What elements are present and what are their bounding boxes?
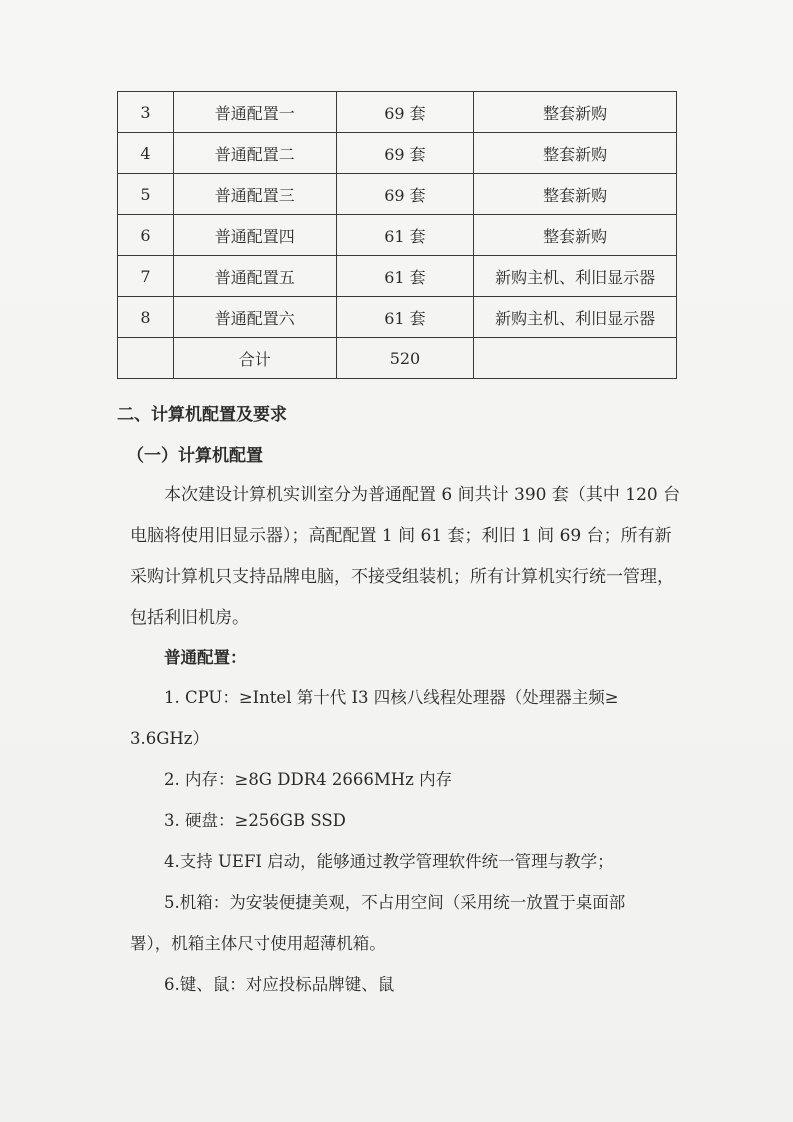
cell-no: 7 bbox=[118, 256, 174, 297]
item-case-line2: 署），机箱主体尺寸使用超薄机箱。 bbox=[130, 934, 386, 953]
cell-note: 新购主机、利旧显示器 bbox=[474, 297, 677, 338]
item-case-line1: 5.机箱：为安装便捷美观，不占用空间（采用统一放置于桌面部 bbox=[164, 893, 626, 912]
cell-no bbox=[118, 338, 174, 379]
subsection-heading: （一）计算机配置 bbox=[127, 446, 263, 466]
intro-paragraph: 本次建设计算机实训室分为普通配置 6 间共计 390 套（其中 120 台电脑将使用旧显示器）；高配配置 1 间 61 套；利旧 1 间 69 台；所有新采购计算机只支持品牌电脑，不接受组装机；所有计算机实行统一管理，包括利旧机房。 bbox=[130, 485, 681, 628]
cell-name: 普通配置二 bbox=[173, 133, 336, 174]
item-cpu-line2: 3.6GHz） bbox=[130, 729, 210, 748]
cell-no: 6 bbox=[118, 215, 174, 256]
table-row bbox=[118, 297, 677, 338]
cell-qty: 520 bbox=[336, 338, 474, 379]
cell-name: 普通配置六 bbox=[173, 297, 336, 338]
cell-qty: 61 套 bbox=[336, 215, 474, 256]
cell-name: 普通配置四 bbox=[173, 215, 336, 256]
item-disk: 3. 硬盘：≥256GB SSD bbox=[164, 811, 346, 830]
section-heading: 二、计算机配置及要求 bbox=[117, 405, 287, 425]
configuration-table bbox=[117, 91, 677, 379]
cell-name: 普通配置三 bbox=[173, 174, 336, 215]
cell-qty: 61 套 bbox=[336, 256, 474, 297]
cell-no: 5 bbox=[118, 174, 174, 215]
cell-note: 新购主机、利旧显示器 bbox=[474, 256, 677, 297]
cell-no: 8 bbox=[118, 297, 174, 338]
config-title: 普通配置： bbox=[164, 648, 247, 667]
table-row bbox=[118, 174, 677, 215]
item-cpu-line1: 1. CPU：≥Intel 第十代 I3 四核八线程处理器（处理器主频≥ bbox=[164, 688, 619, 707]
cell-name: 普通配置五 bbox=[173, 256, 336, 297]
table-row bbox=[118, 215, 677, 256]
table-total-row bbox=[118, 338, 677, 379]
item-uefi: 4.支持 UEFI 启动，能够通过教学管理软件统一管理与教学； bbox=[164, 852, 614, 871]
cell-note: 整套新购 bbox=[474, 133, 677, 174]
cell-note: 整套新购 bbox=[474, 92, 677, 133]
cell-qty: 69 套 bbox=[336, 92, 474, 133]
table-row bbox=[118, 256, 677, 297]
cell-no: 4 bbox=[118, 133, 174, 174]
cell-no: 3 bbox=[118, 92, 174, 133]
cell-qty: 69 套 bbox=[336, 174, 474, 215]
cell-qty: 61 套 bbox=[336, 297, 474, 338]
cell-name: 合计 bbox=[173, 338, 336, 379]
cell-qty: 69 套 bbox=[336, 133, 474, 174]
cell-note: 整套新购 bbox=[474, 174, 677, 215]
table-row bbox=[118, 92, 677, 133]
item-keyboard-mouse: 6.键、鼠：对应投标品牌键、鼠 bbox=[164, 975, 395, 994]
item-memory: 2. 内存：≥8G DDR4 2666MHz 内存 bbox=[164, 770, 453, 789]
cell-note: 整套新购 bbox=[474, 215, 677, 256]
cell-name: 普通配置一 bbox=[173, 92, 336, 133]
table-row bbox=[118, 133, 677, 174]
cell-note bbox=[474, 338, 677, 379]
